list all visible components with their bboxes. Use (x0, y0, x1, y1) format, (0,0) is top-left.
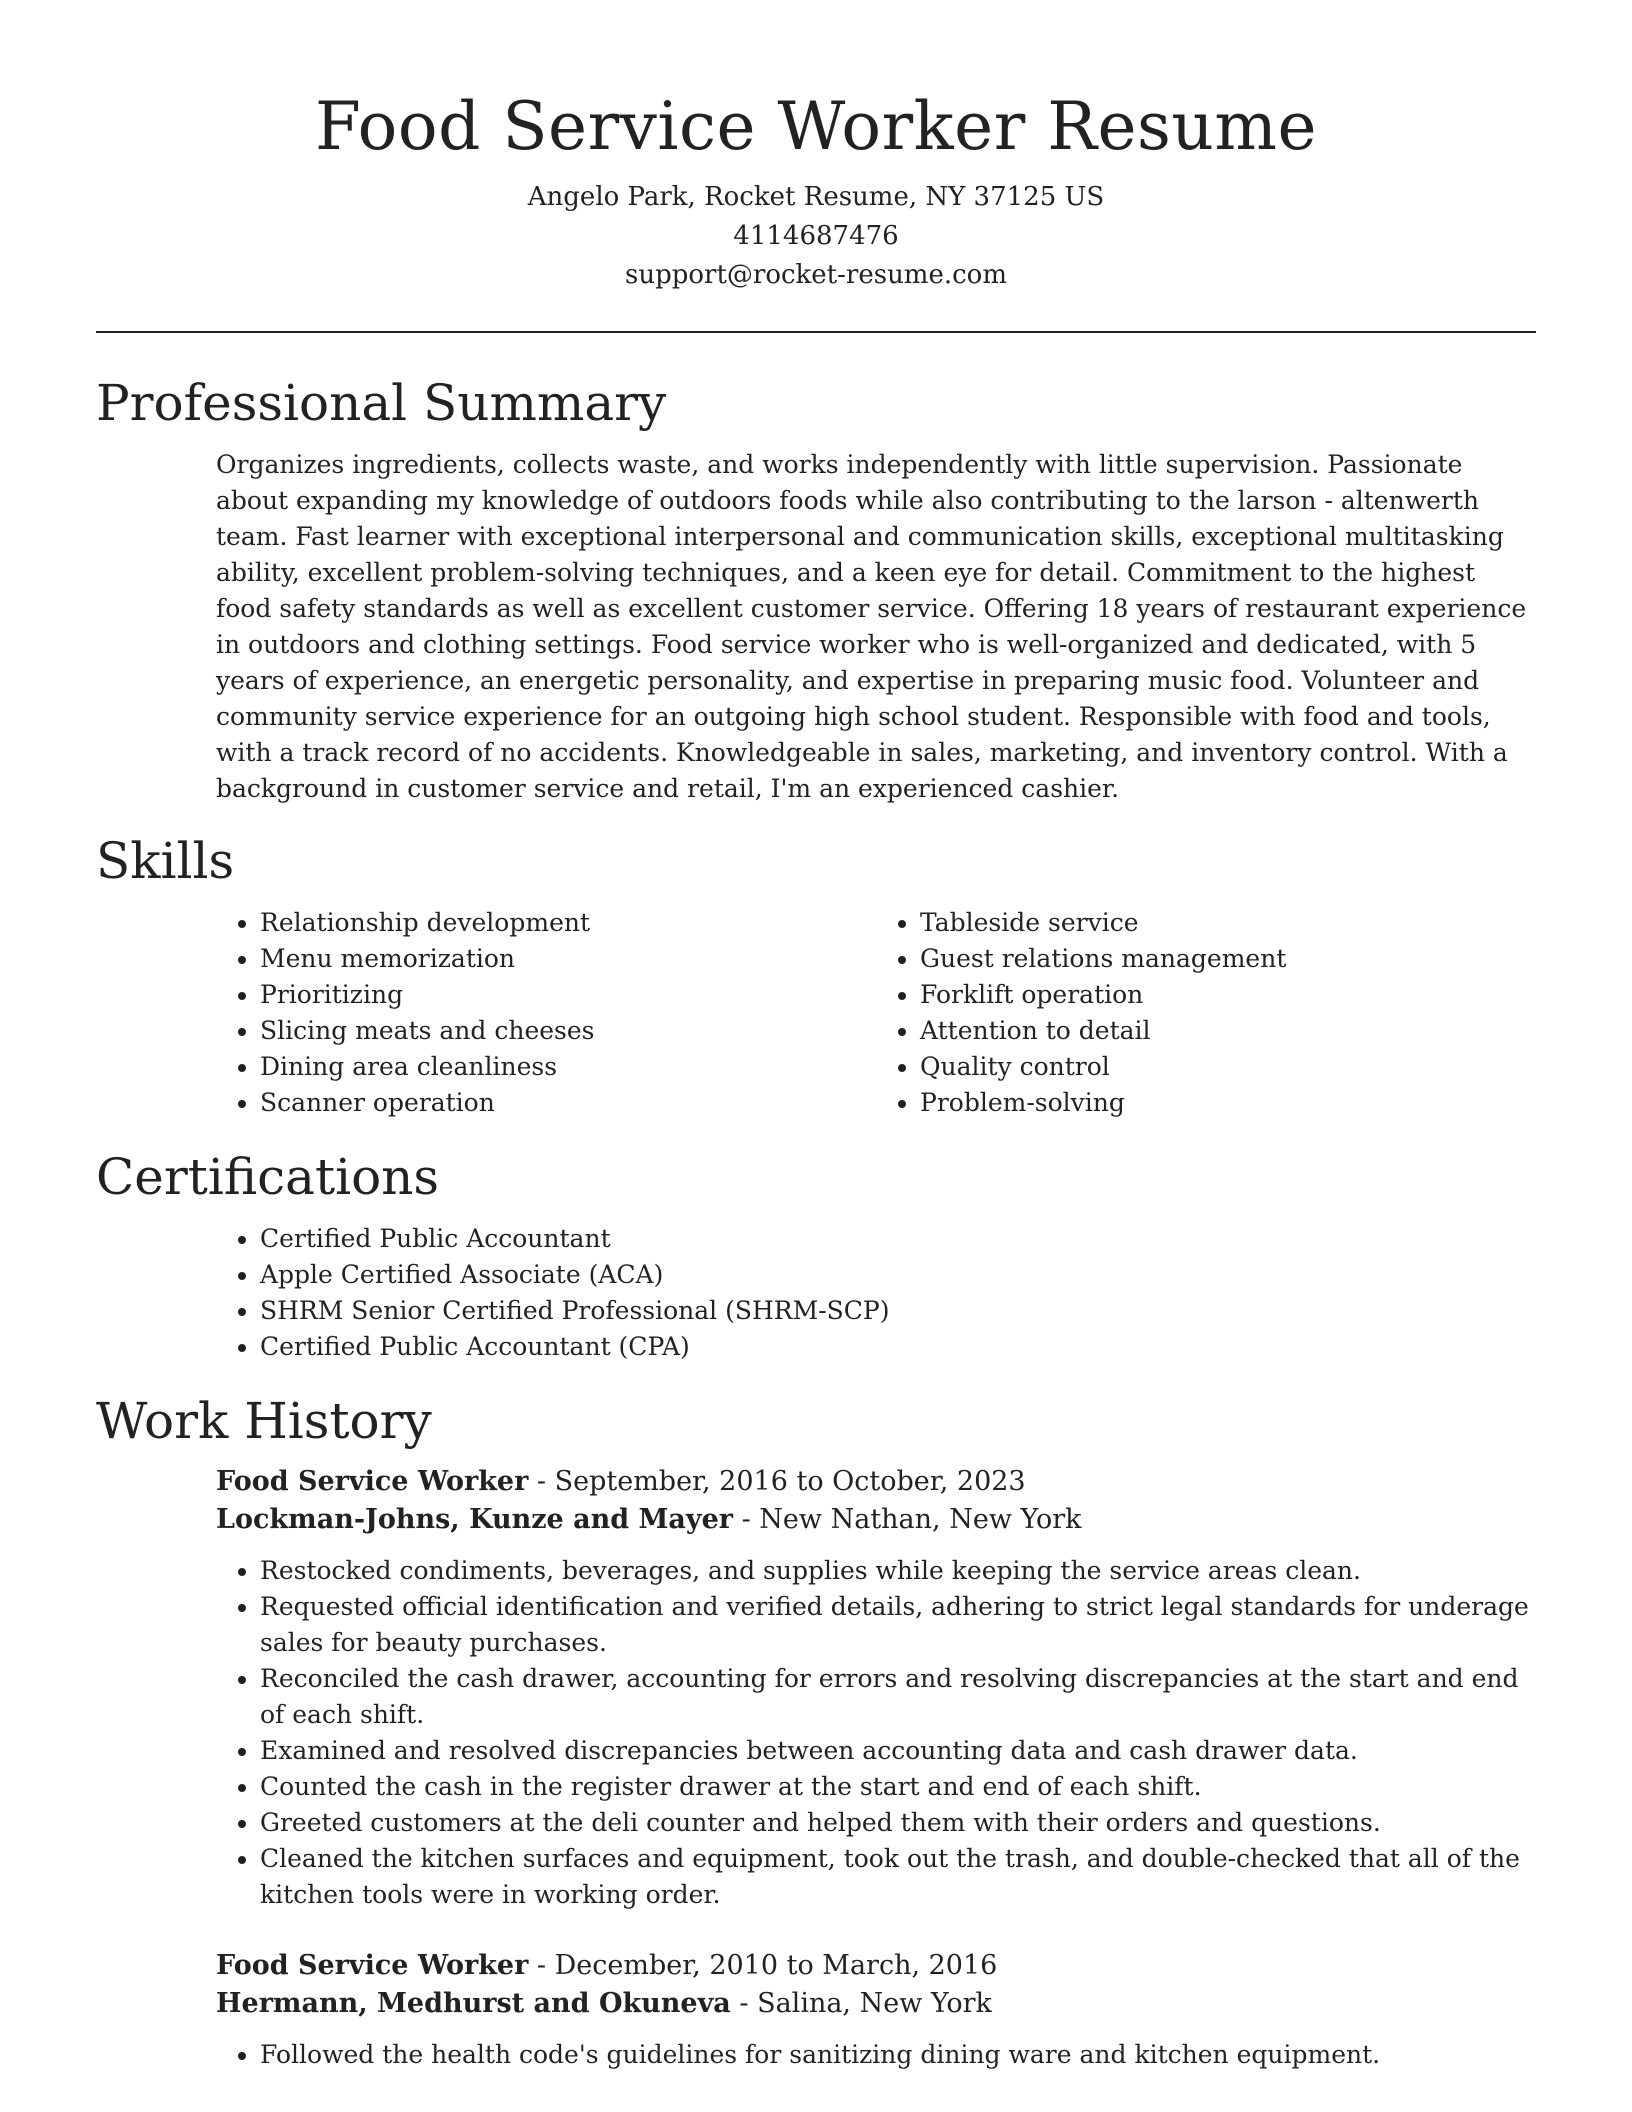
job-dates: - December, 2010 to March, 2016 (528, 1950, 998, 1981)
job-duty: • Requested official identification and verified details, adhering to strict legal standards for underage sales for beauty purchases. (260, 1589, 1536, 1661)
contact-block (96, 178, 1536, 295)
job-duty: • Reconciled the cash drawer, accounting for errors and resolving discrepancies at the start and end of each shift. (260, 1661, 1536, 1733)
job-title-line (216, 1463, 1536, 1501)
resume-page (96, 0, 1536, 2107)
job-duty: • Cleaned the kitchen surfaces and equipment, took out the trash, and double-checked that all of the kitchen tools were in working order. (260, 1841, 1536, 1913)
job-company: Hermann, Medhurst and Okuneva (216, 1988, 731, 2019)
skill-item: • Scanner operation (260, 1085, 876, 1121)
work-history-section (216, 1463, 1536, 2073)
job-company-line (216, 1985, 1536, 2023)
work-history-heading: Work History (96, 1392, 432, 1450)
skill-item: • Forklift operation (920, 977, 1536, 1013)
certifications-heading: Certifications (96, 1148, 440, 1206)
summary-section (216, 447, 1536, 807)
certification-item: • Apple Certified Associate (ACA) (260, 1257, 1536, 1293)
job-duty: • Followed the health code's guidelines for sanitizing dining ware and kitchen equipment. (260, 2037, 1536, 2073)
contact-email: support@rocket-resume.com (624, 260, 1007, 290)
skill-item: • Prioritizing (260, 977, 876, 1013)
skill-item: • Problem-solving (920, 1085, 1536, 1121)
summary-text: Organizes ingredients, collects waste, and works independently with little supervision. Passionate about expanding my knowledge of outdoors foods while also contributing to the larson - altenwerth team. Fast learner with exceptional interpersonal and communication skills, exceptional multitasking ability, excellent problem-solving techniques, and a keen eye for detail. Commitment to the highest food safety standards as well as excellent customer service. Offering 18 years of restaurant experience in outdoors and clothing settings. Food service worker who is well-organized and dedicated, with 5 years of experience, an energetic personality, and expertise in preparing music food. Volunteer and community service experience for an outgoing high school student. Responsible with food and tools, with a track record of no accidents. Knowledgeable in sales, marketing, and inventory control. With a background in customer service and retail, I'm an experienced cashier. (216, 450, 1527, 803)
job-duty: • Greeted customers at the deli counter and helped them with their orders and questions. (260, 1805, 1536, 1841)
job-duties-list (216, 2037, 1536, 2073)
resume-title: Food Service Worker Resume (314, 88, 1318, 165)
certification-item: • Certified Public Accountant (260, 1221, 1536, 1257)
header-divider (96, 331, 1536, 333)
certification-item: • SHRM Senior Certified Professional (SHRM-SCP) (260, 1293, 1536, 1329)
job-location: - New Nathan, New York (733, 1504, 1082, 1535)
job-title: Food Service Worker (216, 1950, 529, 1981)
job-title-line (216, 1947, 1536, 1985)
skill-item: • Dining area cleanliness (260, 1049, 876, 1085)
summary-heading: Professional Summary (96, 374, 667, 432)
job-entry (216, 1463, 1536, 1913)
skills-list-right (876, 905, 1536, 1121)
skills-section (216, 905, 1536, 1121)
job-duties-list (216, 1553, 1536, 1913)
contact-address: Angelo Park, Rocket Resume, NY 37125 US (527, 182, 1105, 212)
job-dates: - September, 2016 to October, 2023 (528, 1466, 1026, 1497)
job-duty: • Restocked condiments, beverages, and supplies while keeping the service areas clean. (260, 1553, 1536, 1589)
skill-item: • Tableside service (920, 905, 1536, 941)
job-title: Food Service Worker (216, 1466, 529, 1497)
job-company: Lockman-Johns, Kunze and Mayer (216, 1504, 734, 1535)
skills-list-left (216, 905, 876, 1121)
skill-item: • Menu memorization (260, 941, 876, 977)
job-duty: • Counted the cash in the register drawer at the start and end of each shift. (260, 1769, 1536, 1805)
certifications-section (216, 1221, 1536, 1365)
job-company-line (216, 1501, 1536, 1539)
skill-item: • Quality control (920, 1049, 1536, 1085)
skill-item: • Relationship development (260, 905, 876, 941)
job-duty: • Examined and resolved discrepancies between accounting data and cash drawer data. (260, 1733, 1536, 1769)
skill-item: • Guest relations management (920, 941, 1536, 977)
job-location: - Salina, New York (730, 1988, 992, 2019)
contact-phone: 4114687476 (733, 221, 899, 251)
skills-heading: Skills (96, 832, 235, 890)
job-entry (216, 1947, 1536, 2073)
skill-item: • Slicing meats and cheeses (260, 1013, 876, 1049)
certifications-list (216, 1221, 1536, 1365)
skill-item: • Attention to detail (920, 1013, 1536, 1049)
certification-item: • Certified Public Accountant (CPA) (260, 1329, 1536, 1365)
